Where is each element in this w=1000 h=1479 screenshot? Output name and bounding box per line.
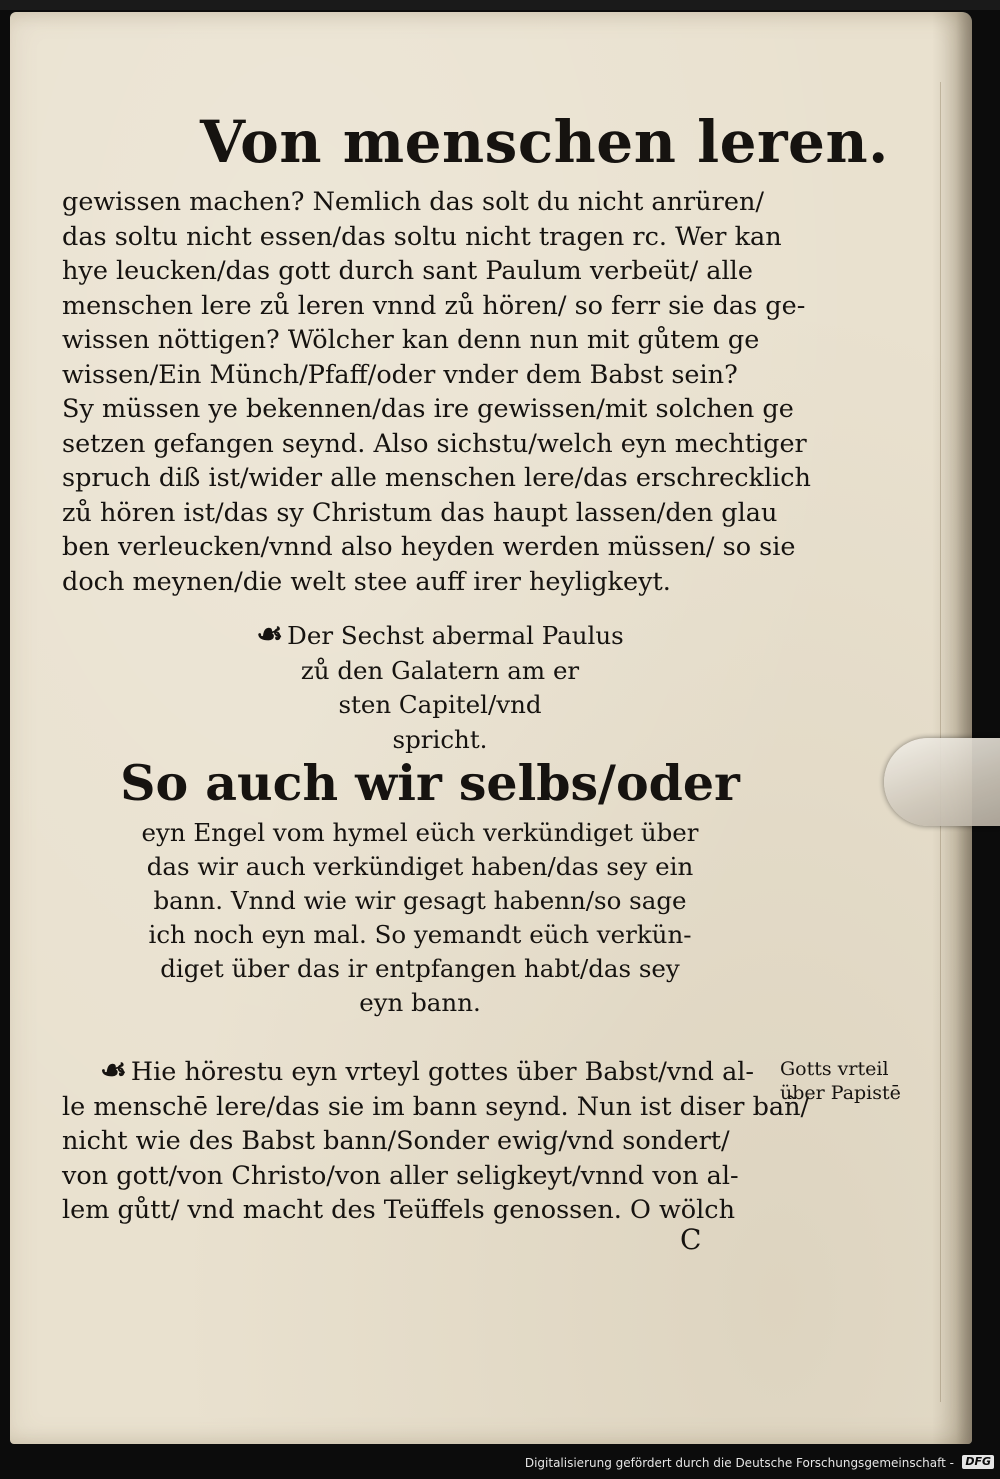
rubric-line: spricht. bbox=[392, 724, 488, 754]
catchword: C bbox=[680, 1223, 702, 1256]
quote-line: ich noch eyn mal. So yemandt eüch verkün- bbox=[148, 920, 692, 949]
text-line: ben verleucken/vnnd also heyden werden müssen/ so sie bbox=[62, 532, 796, 562]
pilcrow-icon: ☙ bbox=[256, 617, 284, 652]
text-line: nicht wie des Babst bann/Sonder ewig/vnd sondert/ bbox=[62, 1126, 730, 1156]
text-line: spruch diß ist/wider alle menschen lere/das erschrecklich bbox=[62, 463, 811, 493]
text-line: lem gůtt/ vnd macht des Teüffels genossen. O wölch bbox=[62, 1195, 736, 1225]
marginal-note-line: Gotts vrteil bbox=[780, 1058, 889, 1080]
rubric-line: sten Capitel/vnd bbox=[338, 690, 542, 719]
quote-line: bann. Vnnd wie wir gesagt habenn/so sage bbox=[153, 886, 687, 915]
scripture-quote bbox=[110, 816, 730, 1020]
quote-line: diget über das ir entpfangen habt/das sey bbox=[160, 954, 680, 983]
paragraph-two bbox=[62, 1053, 810, 1228]
dfg-logo: DFG bbox=[962, 1455, 994, 1469]
text-line: hye leucken/das gott durch sant Paulum verbeüt/ alle bbox=[62, 256, 753, 286]
text-line-content: Hie hörestu eyn vrteyl gottes über Babst/vnd al- bbox=[130, 1057, 755, 1087]
scan-border-top bbox=[0, 0, 1000, 10]
text-line: menschen lere zů leren vnnd zů hören/ so ferr sie das ge- bbox=[62, 290, 806, 321]
quote-line: das wir auch verkündiget haben/das sey ein bbox=[146, 852, 694, 881]
rubric-text: Der Sechst abermal Paulus bbox=[287, 621, 624, 650]
scripture-quote-opening: So auch wir selbs/oder bbox=[120, 754, 740, 812]
rubric-section-heading bbox=[225, 618, 655, 757]
text-line: zů hören ist/das sy Christum das haupt lassen/den glau bbox=[62, 497, 778, 528]
text-line: doch meynen/die welt stee auff irer heyligkeyt. bbox=[62, 566, 671, 597]
text-line: das soltu nicht essen/das soltu nicht tragen rc. Wer kan bbox=[62, 221, 782, 252]
text-line: wissen nöttigen? Wölcher kan denn nun mit gůtem ge bbox=[62, 325, 760, 355]
marginal-note bbox=[780, 1057, 940, 1105]
page-heading: Von menschen leren. bbox=[200, 108, 889, 176]
text-line: le menschē lere/das sie im bann seynd. Nun ist diser bañ/ bbox=[62, 1091, 810, 1122]
quote-line: eyn bann. bbox=[359, 988, 481, 1017]
rubric-line: zů den Galatern am er bbox=[300, 655, 580, 685]
quote-line: eyn Engel vom hymel eüch verkündiget über bbox=[141, 818, 699, 847]
digitization-credit: Digitalisierung gefördert durch die Deutsche Forschungsgemeinschaft - bbox=[524, 1456, 954, 1470]
marginal-note-line: über Papistē bbox=[780, 1082, 901, 1104]
page-holder-tab bbox=[884, 738, 1000, 826]
pilcrow-icon: ☙ bbox=[100, 1053, 127, 1088]
text-line: Sy müssen ye bekennen/das ire gewissen/mit solchen ge bbox=[62, 394, 794, 424]
text-line bbox=[62, 1054, 772, 1090]
rubric-line bbox=[225, 618, 655, 654]
paragraph-one bbox=[62, 185, 811, 599]
text-line: gewissen machen? Nemlich das solt du nicht anrüren/ bbox=[62, 187, 764, 217]
text-line: von gott/von Christo/von aller seligkeyt/vnnd von al- bbox=[62, 1160, 739, 1191]
text-line: setzen gefangen seynd. Also sichstu/welch eyn mechtiger bbox=[62, 428, 807, 459]
text-line: wissen/Ein Münch/Pfaff/oder vnder dem Babst sein? bbox=[62, 359, 738, 390]
